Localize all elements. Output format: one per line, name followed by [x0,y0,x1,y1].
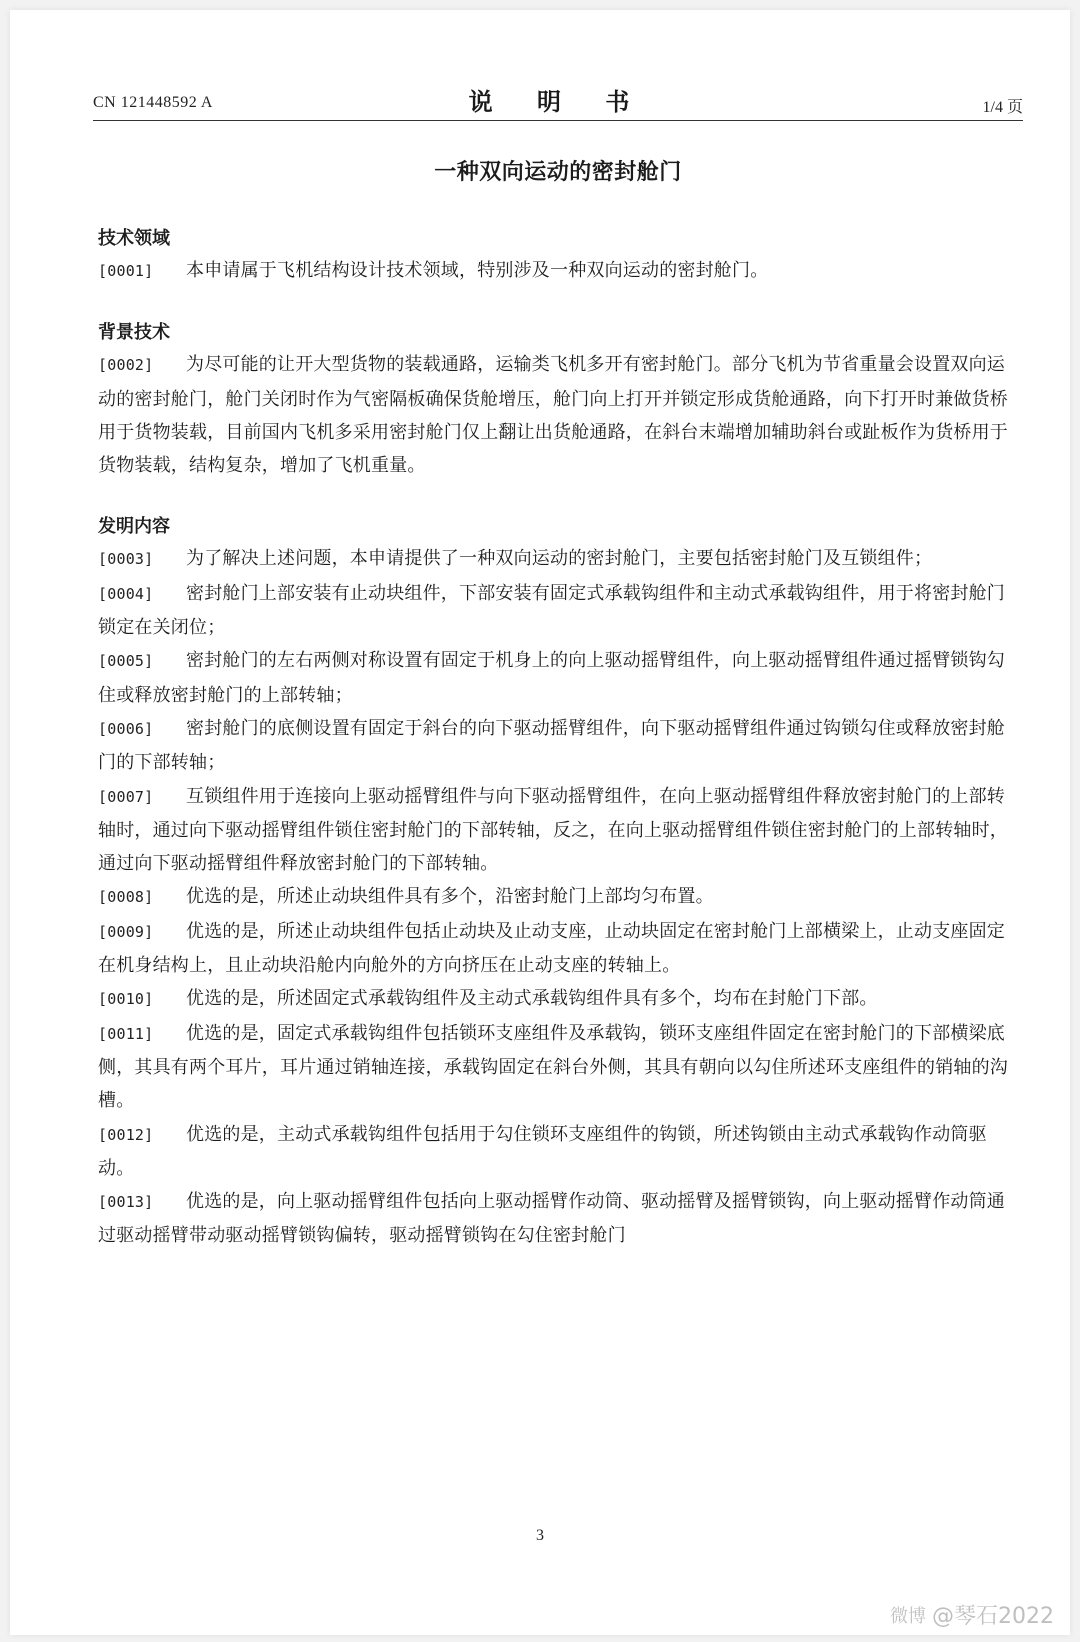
weibo-watermark [890,1599,1054,1630]
paragraph-text: 优选的是，主动式承载钩组件包括用于勾住锁环支座组件的钩锁，所述钩锁由主动式承载钩作动筒驱动。 [98,1123,987,1179]
paragraph-number: [0011] [98,1024,154,1043]
paragraph [98,1185,1018,1253]
section-summary [98,512,1018,1252]
paragraph-number: [0001] [98,262,154,280]
weibo-logo-icon: 微博 [890,1605,926,1627]
paragraph [98,712,1018,780]
header-divider [93,120,1023,121]
paragraph-number: [0012] [98,1125,154,1144]
paragraph-text: 优选的是，所述止动块组件具有多个，沿密封舱门上部均匀布置。 [186,886,714,908]
paragraph-text: 为了解决上述问题，本申请提供了一种双向运动的密封舱门，主要包括密封舱门及互锁组件； [186,548,933,570]
watermark-handle: @琴石2022 [932,1604,1054,1629]
paragraph [98,254,1018,288]
paragraph-text: 互锁组件用于连接向上驱动摇臂组件与向下驱动摇臂组件，在向上驱动摇臂组件释放密封舱门的上部转轴时，通过向下驱动摇臂组件锁住密封舱门的下部转轴，反之，在向上驱动摇臂组件锁住密封舱门的上部转轴时，通过向下驱动摇臂组件释放密封舱门的下部转轴。 [98,785,1008,875]
paragraph [98,348,1018,482]
paragraph-number: [0003] [98,550,154,569]
section-heading: 发明内容 [98,516,170,538]
page-header [93,82,1023,122]
paragraph [98,982,1018,1016]
section-background [98,318,1018,482]
paragraph [98,915,1018,983]
section-technical-field [98,224,1018,288]
paragraph-number: [0010] [98,990,154,1009]
paragraph [98,780,1018,881]
paragraph-text: 优选的是，固定式承载钩组件包括锁环支座组件及承载钩，锁环支座组件固定在密封舱门的下部横梁底侧，其具有两个耳片，耳片通过销轴连接，承载钩固定在斜台外侧，其具有朝向以勾住所述环支座组件的销轴的沟槽。 [98,1022,1008,1112]
paragraph [98,1118,1018,1186]
paragraph-text: 优选的是，所述固定式承载钩组件及主动式承载钩组件具有多个，均布在封舱门下部。 [186,988,878,1010]
paragraph-text: 密封舱门的左右两侧对称设置有固定于机身上的向上驱动摇臂组件，向上驱动摇臂组件通过摇臂锁钩勾住或释放密封舱门的上部转轴； [98,650,1005,706]
paragraph-number: [0008] [98,888,154,907]
paragraph [98,577,1018,645]
page-indicator: 1/4 页 [982,99,1023,116]
paragraph-number: [0005] [98,652,154,671]
paragraph-text: 优选的是，向上驱动摇臂组件包括向上驱动摇臂作动筒、驱动摇臂及摇臂锁钩，向上驱动摇臂作动筒通过驱动摇臂带动驱动摇臂锁钩偏转，驱动摇臂锁钩在勾住密封舱门 [98,1191,1005,1247]
paragraph-text: 密封舱门上部安装有止动块组件，下部安装有固定式承载钩组件和主动式承载钩组件，用于将密封舱门锁定在关闭位； [98,582,1005,639]
document-body [98,155,1018,1253]
paragraph [98,644,1018,712]
document-type-title: 说 明 书 [468,88,648,116]
paragraph-number: [0002] [98,356,154,375]
paragraph [98,880,1018,914]
paragraph [98,542,1018,576]
paragraph-text: 为尽可能的让开大型货物的装载通路，运输类飞机多开有密封舱门。部分飞机为节省重量会设置双向运动的密封舱门，舱门关闭时作为气密隔板确保货舱增压，舱门向上打开并锁定形成货舱通路，向下打开时兼做货桥用于货物装载，目前国内飞机多采用密封舱门仅上翻让出货舱通路，在斜台末端增加辅助斜台或趾板作为货桥用于货物装载，结构复杂，增加了飞机重量。 [98,354,1008,477]
publication-number: CN 121448592 A [93,94,213,111]
invention-title: 一种双向运动的密封舱门 [434,160,682,185]
paragraph-text: 密封舱门的底侧设置有固定于斜台的向下驱动摇臂组件，向下驱动摇臂组件通过钩锁勾住或释放密封舱门的下部转轴； [98,717,1005,774]
paragraph-number: [0009] [98,922,154,941]
paragraph-number: [0007] [98,787,154,806]
section-heading: 背景技术 [98,322,170,344]
section-heading: 技术领域 [98,228,170,249]
page-number: 3 [536,1527,544,1544]
paragraph-number: [0006] [98,719,154,738]
paragraph-text: 优选的是，所述止动块组件包括止动块及止动支座，止动块固定在密封舱门上部横梁上，止动支座固定在机身结构上，且止动块沿舱内向舱外的方向挤压在止动支座的转轴上。 [98,920,1005,977]
paragraph-number: [0004] [98,584,154,603]
paragraph-number: [0013] [98,1193,154,1212]
paragraph [98,1017,1018,1118]
document-page [10,10,1070,1635]
paragraph-text: 本申请属于飞机结构设计技术领域，特别涉及一种双向运动的密封舱门。 [186,260,769,281]
